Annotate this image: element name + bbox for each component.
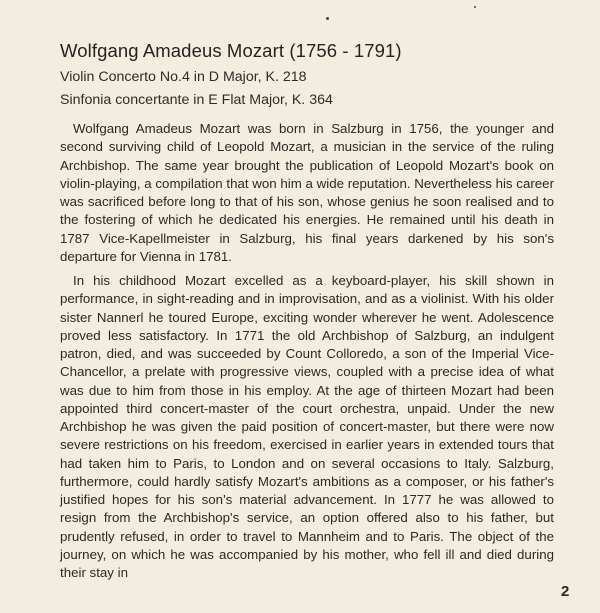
work-title-violin-concerto: Violin Concerto No.4 in D Major, K. 218	[60, 69, 307, 85]
print-speck	[326, 17, 329, 20]
print-speck	[474, 6, 476, 8]
page-title: Wolfgang Amadeus Mozart (1756 - 1791)	[60, 40, 402, 61]
work-title-sinfonia-concertante: Sinfonia concertante in E Flat Major, K. 364	[60, 92, 333, 108]
biography-paragraph: In his childhood Mozart excelled as a keyboard-player, his skill shown in performance, in sight-reading and in improvisation, and as a violinist. With his older sister Nannerl he toured Europe, exciting wonder wherever he went. Adolescence proved less satisfactory. In 1771 the old Archbishop of Salzburg, an indulgent patron, died, and was succeeded by Count Colloredo, a son of the Imperial Vice-Chancellor, a prelate with progressive views, coupled with a precise idea of what was due to him from those in his employ. At the age of thirteen Mozart had been appointed third concert-master of the court orchestra, unpaid. Under the new Archbishop he was given the paid position of concert-master, but there were now severe restrictions on his freedom, exercised in earlier years in extended tours that had taken him to Paris, to London and on several occasions to Italy. Salzburg, furthermore, could hardly satisfy Mozart's ambitions as a composer, or his father's justified hopes for his son's material advancement. In 1777 he was allowed to resign from the Archbishop's service, an option offered also to his father, but prudently refused, in order to travel to Mannheim and to Paris. The object of the journey, on which he was accompanied by his mother, who fell ill and died during their stay in	[60, 273, 554, 580]
biography-paragraph: Wolfgang Amadeus Mozart was born in Salzburg in 1756, the younger and second surviving child of Leopold Mozart, a musician in the service of the ruling Archbishop. The same year brought the publication of Leopold Mozart's book on violin-playing, a compilation that won him a wide reputation. Nevertheless his career was sacrificed before long to that of his son, whose genius he soon realised and to the fostering of which he dedicated his energies. He remained until his death in 1787 Vice-Kapellmeister in Salzburg, his final years darkened by his son's departure for Vienna in 1781.	[60, 121, 554, 264]
biography-text	[60, 120, 554, 582]
booklet-page	[60, 39, 554, 588]
page-number: 2	[561, 583, 570, 600]
